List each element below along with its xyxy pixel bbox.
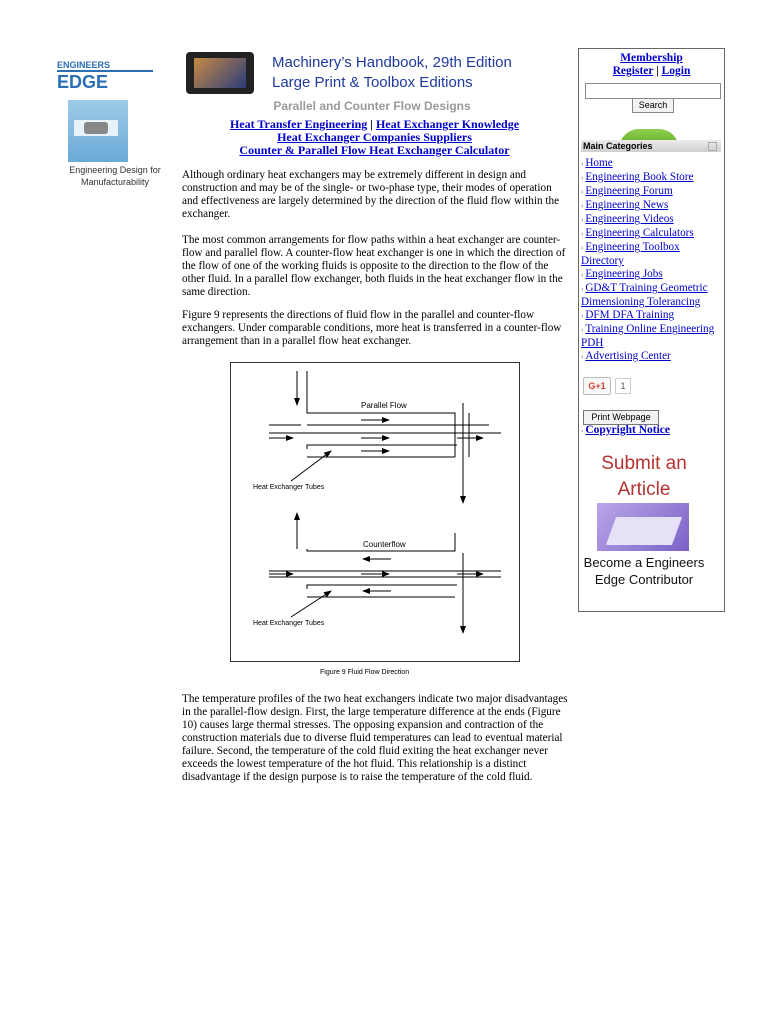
- bullet-icon: ›: [581, 244, 584, 252]
- paragraph-4: The temperature profiles of the two heat exchangers indicate two major disadvantages in the parallel-flow design. First, the large temperature difference at the ends (Figure 10) causes large thermal stresses. The opposing expansion and contraction of the construction materials due to diverse fluid temperatures can lead to eventual material failure. Second, the temperature of the cold fluid exiting the heat exchanger never exceeds the lowest temperature of the hot fluid. This relationship is a distinct disadvantage if the design purpose is to raise the temperature of the cold fluid.: [182, 693, 568, 783]
- logo-bottom-text: EDGE: [57, 72, 109, 90]
- heat-transfer-engineering-link[interactable]: Heat Transfer Engineering: [229, 117, 368, 131]
- gplus-button[interactable]: G+1: [583, 377, 611, 395]
- bullet-icon: ›: [581, 230, 584, 238]
- parallel-tubes-label: Heat Exchanger Tubes: [253, 484, 325, 491]
- bullet-icon: ›: [581, 202, 584, 210]
- counterflow-label: Counterflow: [363, 540, 406, 549]
- category-book-store-link[interactable]: Engineering Book Store: [585, 171, 694, 183]
- figure-caption: Figure 9 Fluid Flow Direction: [320, 669, 410, 676]
- tablet-image: [186, 52, 254, 94]
- category-item[interactable]: [581, 241, 721, 268]
- main-categories-header: [581, 140, 721, 152]
- category-item[interactable]: [581, 323, 721, 350]
- logo-top-text: ENGINEERS: [57, 60, 111, 70]
- category-home-link[interactable]: Home: [585, 157, 613, 169]
- category-toolbox-link[interactable]: Engineering Toolbox Directory: [581, 241, 680, 267]
- submit-article-subtitle[interactable]: Become a Engineers Edge Contributor: [583, 555, 705, 587]
- category-item[interactable]: [581, 227, 721, 241]
- link-separator: |: [370, 117, 373, 131]
- main-categories-label: Main Categories: [583, 141, 653, 151]
- paragraph-2: The most common arrangements for flow paths within a heat exchanger are counter-flow and parallel flow. A counter-flow heat exchanger is one in which the direction of the flow of one of the working fluids is opposite to the direction to the flow of the other fluid. In a parallel flow exchanger, both fluids in the heat exchanger flow in the same direction.: [182, 234, 566, 298]
- sidebar: [578, 48, 725, 612]
- category-advertising-link[interactable]: Advertising Center: [585, 350, 671, 362]
- category-item[interactable]: [581, 309, 721, 323]
- category-dfm-link[interactable]: DFM DFA Training: [585, 309, 675, 321]
- login-link[interactable]: Login: [661, 65, 691, 77]
- bullet-icon: ›: [581, 353, 584, 361]
- bullet-icon: ›: [581, 427, 584, 435]
- parallel-flow-label: Parallel Flow: [361, 401, 407, 410]
- submit-article-image[interactable]: [597, 503, 689, 551]
- heat-exchanger-suppliers-link[interactable]: Heat Exchanger Companies Suppliers: [277, 130, 472, 144]
- category-videos-link[interactable]: Engineering Videos: [585, 213, 674, 225]
- banner-line2: Large Print & Toolbox Editions: [272, 74, 473, 91]
- heat-exchanger-knowledge-link[interactable]: Heat Exchanger Knowledge: [375, 117, 520, 131]
- category-gdt-link[interactable]: GD&T Training Geometric Dimensioning Tolerancing: [581, 282, 708, 308]
- bullet-icon: ›: [581, 160, 584, 168]
- copyright-item: [581, 424, 670, 436]
- category-item[interactable]: [581, 350, 721, 364]
- copyright-link[interactable]: Copyright Notice: [585, 424, 670, 436]
- book-cover-image: [68, 100, 128, 162]
- category-item[interactable]: [581, 185, 721, 199]
- engineers-edge-logo[interactable]: [55, 58, 155, 90]
- counterflow-tubes-label: Heat Exchanger Tubes: [253, 620, 325, 627]
- book-caption: Engineering Design for Manufacturability: [69, 165, 161, 187]
- bullet-icon: ›: [581, 216, 584, 224]
- category-item[interactable]: [581, 157, 721, 171]
- category-list: [581, 157, 721, 364]
- submit-article-title[interactable]: Submit an Article: [601, 453, 687, 500]
- topic-links: [182, 118, 567, 157]
- bullet-icon: ›: [581, 271, 584, 279]
- flow-direction-figure: [230, 362, 520, 662]
- membership-block: [579, 49, 724, 78]
- flow-calculator-link[interactable]: Counter & Parallel Flow Heat Exchanger Calculator: [239, 143, 510, 157]
- category-calculators-link[interactable]: Engineering Calculators: [585, 227, 694, 239]
- category-jobs-link[interactable]: Engineering Jobs: [585, 268, 663, 280]
- gplus-share: [583, 377, 631, 395]
- gplus-count: 1: [615, 378, 631, 394]
- page-title: Parallel and Counter Flow Designs: [273, 99, 471, 113]
- print-webpage-button[interactable]: Print Webpage: [583, 410, 659, 425]
- category-item[interactable]: [581, 199, 721, 213]
- category-pdh-link[interactable]: Training Online Engineering PDH: [581, 323, 715, 349]
- category-forum-link[interactable]: Engineering Forum: [585, 185, 673, 197]
- register-link[interactable]: Register: [612, 65, 654, 77]
- category-item[interactable]: [581, 171, 721, 185]
- banner-line1: Machinery’s Handbook, 29th Edition: [272, 54, 512, 71]
- book-promo[interactable]: [60, 100, 170, 190]
- bullet-icon: ›: [581, 285, 584, 293]
- category-item[interactable]: [581, 213, 721, 227]
- paragraph-3: Figure 9 represents the directions of fluid flow in the parallel and counter-flow exchangers. Under comparable conditions, more heat is transferred in a counter-flow arrangement than in a parallel flow heat exchanger.: [182, 309, 562, 347]
- auth-separator: |: [656, 65, 659, 77]
- bullet-icon: ›: [581, 312, 584, 320]
- bullet-icon: ›: [581, 174, 584, 182]
- paragraph-1: Although ordinary heat exchangers may be extremely different in design and construction and may be of the single- or two-phase type, their modes of operation and effectiveness are largely determined by the direction of the fluid flow within the exchanger.: [182, 169, 560, 220]
- collapse-icon[interactable]: [708, 142, 717, 151]
- membership-link[interactable]: Membership: [620, 52, 683, 64]
- bullet-icon: ›: [581, 188, 584, 196]
- bullet-icon: ›: [581, 326, 584, 334]
- category-item[interactable]: [581, 268, 721, 282]
- category-item[interactable]: [581, 282, 721, 309]
- search-input[interactable]: [585, 83, 721, 99]
- search-button[interactable]: Search: [632, 98, 674, 113]
- category-news-link[interactable]: Engineering News: [585, 199, 669, 211]
- handbook-banner[interactable]: [186, 52, 546, 96]
